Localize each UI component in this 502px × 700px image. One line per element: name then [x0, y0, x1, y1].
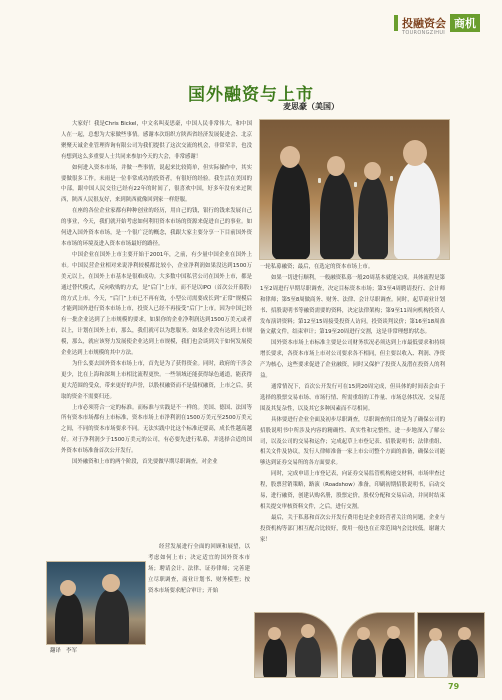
meeting-photo-2	[341, 612, 415, 678]
section-header	[394, 14, 480, 36]
article-byline: 麦思豪（美国）	[283, 102, 339, 111]
paragraph: 国外融资和上市的两个阶段，首先要做早期尽职调查，对企业	[72, 459, 218, 466]
meeting-photo-3	[417, 612, 485, 678]
paragraph: 如果一切进行顺利，一般融资私募一般20周基本就能完成。具体流程是第1至2周进行早期尽职调查，决定目标资本市场；第3至4周聘请投行、会计师和律师；第5至8周做商务、财务、法律、会计尽职调查。同时，起草商业计划书、招股说明书等融资需要的资料，决定法律架构；第9至11周向机构投资人发布演讲资料；第12至15周接受投资人访问，投资谈判议价；第16至18周准备文献文件，结束审计；第19至20周进行交割，这是非常理想的状态。	[260, 274, 445, 336]
paragraph: 一轮私募融资；最后，在选定的资本市场上市。	[260, 264, 374, 270]
photo-caption: 翻译 李军	[50, 648, 77, 654]
section-name: 投融资会	[402, 17, 446, 30]
paragraph: 中国企业在国外上市主要开始于2001年，之前，有少量中国企业在国外上市。中国民营企业相对来说净利较模都比较小，企业净利润如果没达到1500万美元以上，在国外上市基本是很难成功。大多数中国私营公司在国外上市，都是通过替代模式，反向收购的方式，是“后门”上市，而不是以IPO（首次公开募股）的方式上市。今天，“后门”上市已不再有效，小型公司需要成长到“正常”规模后才能到国外进行资本市场上市，投资人已经不再接受“后门”上市。因为中国已经有一批企业达到了上市规模的要求，如果你的企业净利润达到1500万美元或者以上，计划在国外上市，那么，我们就可以为您服务。如果企业没有达到上市规模，那么，就应该努力发展使企业达到上市规模，我们也会谈到关于如何发展使企业达到上市规模的其中方法。	[61, 251, 252, 357]
paragraph: 经营发展进行全面的回顾和展望，以考虑如何上市；决定适宜的国外资本市场；聘请会计、法律、证券律师；完善建立尽职调查，商业计划书、财务模型；按资本市场要求配合审计；开始	[148, 544, 250, 594]
paragraph: 最后，关于私募和首次公开发行费用也是企业经营者关注的问题，企业与投资机构等部门相互配合比较好，费用一般也在正常范围内会比较低。谢谢大家！	[260, 514, 445, 543]
page-number: 79	[448, 682, 460, 691]
paragraph: 上市必须符合一定的标准。而标准与实践是不一样的。美国、德国、法国等所有资本市场都有上市标准，资本市场上市净利润在1500万美元至2500万美元之间，不同的资本市场要求不同。无法实践中比这个标准还要高，成长性越高越好。对于净利润少于1500万美元的公司，有必要先进行私募，并选择合适的国外资本市场准备首次公开发行。	[61, 404, 252, 455]
section-tag: 商机	[450, 14, 480, 32]
section-bar	[394, 15, 398, 31]
paragraph: 为什么要去国外资本市场上市，首先是为了获得资金。同时，政府的干涉会更少，比在上海和深圳上市相比流程更快。一些领域还能获得绿色通道，能获得更大范围的受众，带来更好的声誉，以股权融资而不是债权融资，上市之后，获取的资金不需要归还。	[61, 360, 252, 400]
article-title: 国外融资与上市	[188, 85, 314, 105]
paragraph: 大家好！我是Chris Bickel，中文名叫麦思豪，中国人民非常伟大，和中国人在一起，总想为大家做些事情。感谢本次组织方陕西省经济发展促进会、北京聚聚天诚企业管理咨询有限公司为我们提供了这次交流的机会，非常荣幸，也没有想到这么多重要人士共同来参加今天的大会，非常感谢！	[61, 121, 252, 160]
article-column-1	[61, 119, 252, 468]
article-column-2	[260, 262, 445, 546]
paragraph: 如何进入资本市场，并做一些事情，说起来比较简单，但实际操作中，其实要做很多工作。未雨是一位非常成功的投资者，有很好的经验。我生活在美国的中部，跟中国人民交往已经有22年的时间了，很喜欢中国，好多年没有来过陕西，陕西人民很友好，来到陕西就像回到家一样舒服。	[61, 164, 252, 204]
paragraph: 具体要进行企业全面及初步尽职调查，尽职调查的目的是为了确保公司的招股说明书中所涉及内容的精确性、真实性和完整性，进一步地深入了解公司，以及公司的交易和运作；完成起草上市登记表、招股说明书；法律重组、相关文件及协议，发行人律师准备一家上市公司整个方面的准备，确保公司能够达到证券交易所的各方面要求。	[260, 416, 445, 467]
paragraph: 通常情况下，首次公开发行可在15到20周完成，但具体的时间表会由于选择的股票交易市场、市场行情、所需重组的工作量、市场总体状况、交易范围及其复杂性，以及其它多种因素而不尽相同。	[260, 383, 445, 412]
paragraph: 在座的各位企业家都有种种创业的经历，用自己的钱，银行的钱来发展自己的事业，今天，我们就开始考虑如何利用资本市场的资源来促进自己的事业。如何进入国外资本市场，是一个很广泛的概念，我跟大家主要分享一下目前国外资本市场的环境及进入资本市场最好的路径。	[61, 208, 252, 247]
meeting-photo-1	[254, 612, 338, 678]
translator-photo	[46, 561, 146, 645]
section-name-en: TOURONGZIHUI	[402, 30, 446, 36]
paragraph: 国外资本市场上市标准主要是公司财务状况必须达到上市最低要求和持续增长要求，各资本市场上市对公司要求各不相同，但主要以收入、利润、净资产为核心，这些要求促进了企业融资，同时又保护了投资人及潜在投资人的利益。	[260, 340, 445, 380]
banquet-photo	[259, 119, 450, 260]
article-column-1-continued	[148, 542, 250, 597]
paragraph: 同时，完成申请上市登记表，向证券交易监管机构递交材料，市场审查过程，股票营销策略，路演（Roadshow）准备，印刷初期招股说明书，启动交易，进行融资，创建认购名册，股票定价，股权分配和交易启动，并同时结束相关提交审核资料文件，之后，进行交割。	[260, 471, 445, 510]
